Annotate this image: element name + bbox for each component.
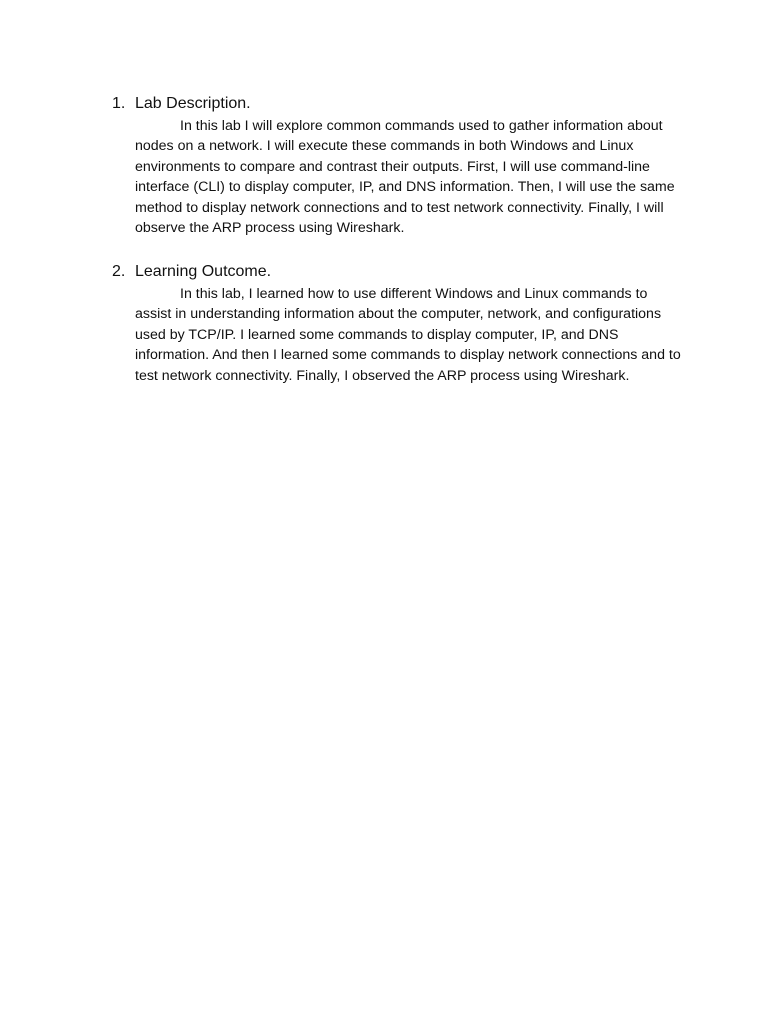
section-paragraph: In this lab I will explore common commands used to gather information about nodes on a network. I will execute these commands in both Windows and Linux environments to compare and contrast their outputs. First, I will use command-line interface (CLI) to display computer, IP, and DNS information. Then, I will use the same method to display network connections and to test network connectivity. Finally, I will observe the ARP process using Wireshark. xyxy=(135,118,675,237)
section-learning-outcome xyxy=(112,261,692,400)
list-number: 1. xyxy=(112,95,126,112)
section-title: Learning Outcome. xyxy=(135,263,272,280)
section-lab-description xyxy=(112,93,692,253)
section-title: Lab Description. xyxy=(135,95,251,112)
section-heading xyxy=(112,93,692,115)
section-paragraph: In this lab, I learned how to use different Windows and Linux commands to assist in understanding information about the computer, network, and configurations used by TCP/IP. I learned some commands to display computer, IP, and DNS information. And then I learned some commands to display network connections and to test network connectivity. Finally, I observed the ARP process using Wireshark. xyxy=(135,286,681,384)
list-number: 2. xyxy=(112,263,126,280)
section-heading xyxy=(112,261,692,283)
